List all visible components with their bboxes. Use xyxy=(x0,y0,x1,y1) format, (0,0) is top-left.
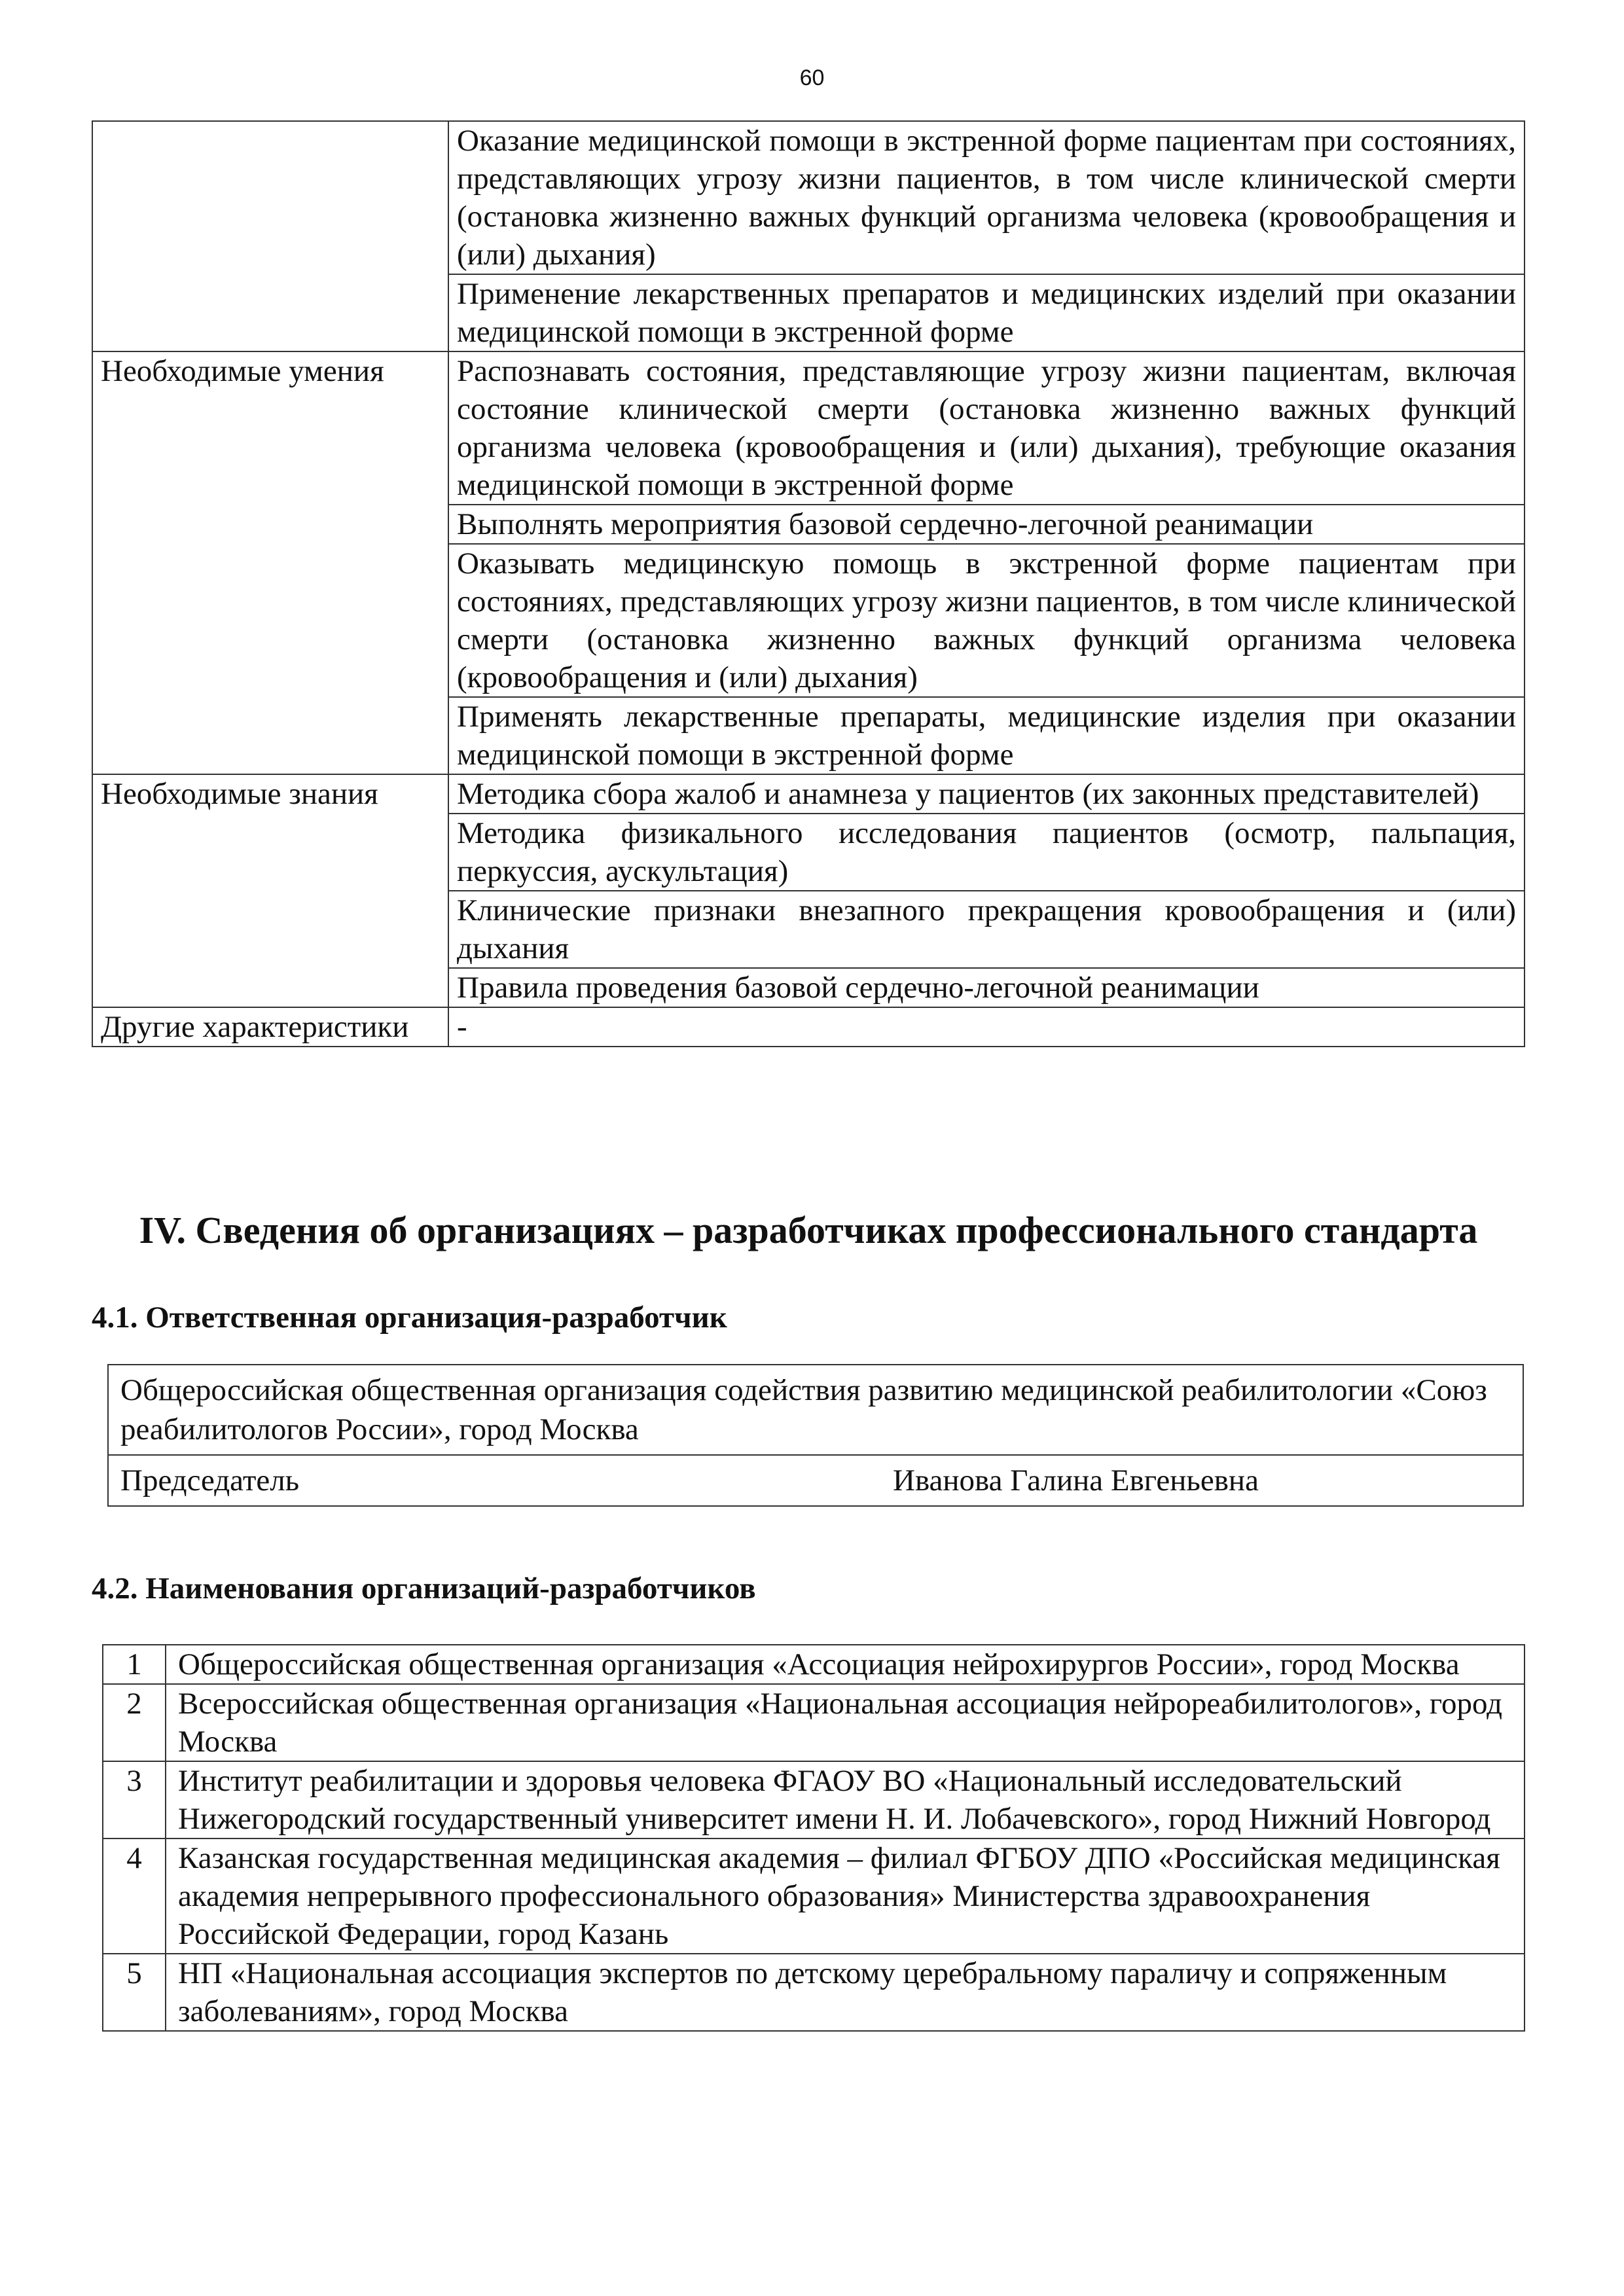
chair-row xyxy=(108,1455,1523,1506)
table-row xyxy=(92,1007,1525,1047)
table-row xyxy=(108,1455,1523,1506)
table-cell: Правила проведения базовой сердечно-легочной реанимации xyxy=(448,968,1525,1007)
developer-name: Общероссийская общественная организация «Ассоциация нейрохирургов России», город Москва xyxy=(166,1645,1525,1684)
table-row xyxy=(103,1954,1525,2031)
table-cell: Методика физикального исследования пациентов (осмотр, пальпация, перкуссия, аускультация) xyxy=(448,814,1525,891)
developer-name: Всероссийская общественная организация «Национальная ассоциация нейрореабилитологов», город Москва xyxy=(166,1684,1525,1761)
table-row xyxy=(103,1839,1525,1954)
developer-name: Институт реабилитации и здоровья человека ФГАОУ ВО «Национальный исследовательский Нижегородский государственный университет имени Н. И. Лобачевского», город Нижний Новгород xyxy=(166,1761,1525,1839)
table-row xyxy=(92,351,1525,505)
row-number: 4 xyxy=(103,1839,166,1954)
developers-table xyxy=(102,1644,1525,2032)
section-title: IV. Сведения об организациях – разработчиках профессионального стандарта xyxy=(139,1209,1478,1251)
table-cell: - xyxy=(448,1007,1525,1047)
table-row xyxy=(108,1365,1523,1455)
table-row xyxy=(103,1645,1525,1684)
knowledge-label: Необходимые знания xyxy=(92,774,448,1007)
developer-name: Казанская государственная медицинская академия – филиал ФГБОУ ДПО «Российская медицинская академия непрерывного профессионального образования» Министерства здравоохранения Российской Федерации, город Казань xyxy=(166,1839,1525,1954)
row-number: 1 xyxy=(103,1645,166,1684)
other-label: Другие характеристики xyxy=(92,1007,448,1047)
table-row xyxy=(92,121,1525,274)
table-cell: Методика сбора жалоб и анамнеза у пациентов (их законных представителей) xyxy=(448,774,1525,814)
organization-name: Общероссийская общественная организация содействия развитию медицинской реабилитологии «Союз реабилитологов России», город Москва xyxy=(108,1365,1523,1455)
empty-label-cell xyxy=(92,121,448,351)
chair-line xyxy=(120,1461,1511,1500)
table-row xyxy=(103,1761,1525,1839)
developer-name: НП «Национальная ассоциация экспертов по детскому церебральному параличу и сопряженным заболеваниям», город Москва xyxy=(166,1954,1525,2031)
row-number: 2 xyxy=(103,1684,166,1761)
row-number: 5 xyxy=(103,1954,166,2031)
table-row xyxy=(92,774,1525,814)
table-cell: Выполнять мероприятия базовой сердечно-легочной реанимации xyxy=(448,505,1525,544)
responsible-organization-table xyxy=(107,1364,1524,1507)
table-cell: Оказание медицинской помощи в экстренной форме пациентам при состояниях, представляющих угрозу жизни пациентов, в том числе клинической смерти (остановка жизненно важных функций организма человека (кровообращения и (или) дыхания) xyxy=(448,121,1525,274)
table-cell: Клинические признаки внезапного прекращения кровообращения и (или) дыхания xyxy=(448,891,1525,968)
subsection-heading-responsible: 4.1. Ответственная организация-разработчик xyxy=(92,1300,727,1335)
subsection-heading-developers: 4.2. Наименования организаций-разработчиков xyxy=(92,1571,756,1605)
chair-position: Председатель xyxy=(120,1463,300,1498)
page-number: 60 xyxy=(799,65,825,90)
skills-label: Необходимые умения xyxy=(92,351,448,774)
row-number: 3 xyxy=(103,1761,166,1839)
table-cell: Оказывать медицинскую помощь в экстренной форме пациентам при состояниях, представляющих угрозу жизни пациентов, в том числе клинической смерти (остановка жизненно важных функций организма человека (кровообращения и (или) дыхания) xyxy=(448,544,1525,697)
table-row xyxy=(103,1684,1525,1761)
competency-table xyxy=(92,120,1525,1047)
chair-name: Иванова Галина Евгеньевна xyxy=(893,1463,1259,1498)
table-cell: Применение лекарственных препаратов и медицинских изделий при оказании медицинской помощи в экстренной форме xyxy=(448,274,1525,351)
table-cell: Применять лекарственные препараты, медицинские изделия при оказании медицинской помощи в экстренной форме xyxy=(448,697,1525,774)
table-cell: Распознавать состояния, представляющие угрозу жизни пациентам, включая состояние клинической смерти (остановка жизненно важных функций организма человека (кровообращения и (или) дыхания), требующие оказания медицинской помощи в экстренной форме xyxy=(448,351,1525,505)
